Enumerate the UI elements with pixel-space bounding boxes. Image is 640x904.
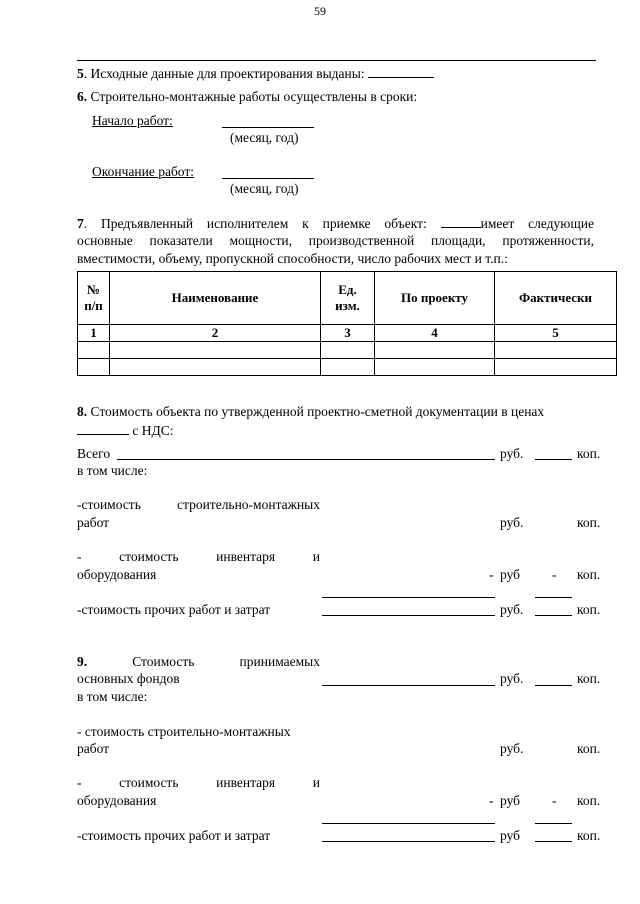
s9-other-kop-blank[interactable]	[535, 841, 572, 842]
unit-kop: коп.	[577, 515, 601, 530]
header-cell-unit: Ед. изм.	[321, 272, 375, 325]
section-6	[77, 89, 417, 105]
section-5-blank[interactable]	[368, 65, 434, 78]
header-cell-plan: По проекту	[375, 272, 495, 325]
unit-kop: коп.	[577, 671, 601, 686]
unit-rub: руб.	[500, 741, 524, 756]
start-date-blank[interactable]	[222, 127, 314, 128]
start-hint: (месяц, год)	[230, 130, 299, 145]
s9-inv-line2: оборудования	[77, 793, 157, 808]
inv-rub-blank[interactable]	[322, 597, 495, 598]
section-5	[77, 65, 434, 82]
s9-other-rub-blank[interactable]	[322, 841, 495, 842]
section-7-number: 7	[77, 216, 84, 231]
section-9-number: 9.	[77, 654, 88, 669]
unit-rub: руб.	[500, 671, 524, 686]
total-rub-blank[interactable]	[117, 459, 495, 460]
assets-rub-blank[interactable]	[322, 685, 495, 686]
page-number: 59	[314, 4, 326, 18]
unit-rub: руб	[500, 567, 521, 582]
other-label: -стоимость прочих работ и затрат	[77, 602, 271, 617]
unit-kop: коп.	[577, 793, 601, 808]
section-7-line3: вместимости, объему, пропускной способности, число рабочих мест и т.п.:	[77, 251, 508, 266]
other-kop-blank[interactable]	[535, 615, 572, 616]
s9-other-label: -стоимость прочих работ и затрат	[77, 828, 271, 843]
unit-rub: руб	[500, 828, 521, 843]
section-5-text: . Исходные данные для проектирования выданы:	[83, 66, 368, 81]
section-8-line1: 8. Стоимость объекта по утвержденной проектно-сметной документации в ценах	[77, 404, 545, 419]
section-8-number: 8.	[77, 404, 88, 419]
section-6-text: Строительно-монтажные работы осуществлены в сроки:	[87, 89, 418, 104]
table-row[interactable]	[78, 342, 617, 359]
inv-line2: оборудования	[77, 567, 157, 582]
inv-kop-blank[interactable]	[535, 597, 572, 598]
dash: -	[552, 567, 557, 582]
section-6-number: 6.	[77, 89, 88, 104]
end-label: Окончание работ:	[92, 164, 195, 179]
dash: -	[552, 793, 557, 808]
start-label: Начало работ:	[92, 113, 173, 128]
inv-line1: - стоимость инвентаря и	[77, 549, 320, 564]
dash: -	[489, 793, 494, 808]
assets-kop-blank[interactable]	[535, 685, 572, 686]
section-8-line2: с НДС:	[77, 422, 173, 439]
unit-kop: коп.	[577, 446, 601, 461]
unit-kop: коп.	[577, 828, 601, 843]
price-level-blank[interactable]	[77, 422, 129, 435]
unit-kop: коп.	[577, 741, 601, 756]
indicators-table	[77, 271, 617, 376]
unit-kop: коп.	[577, 567, 601, 582]
smr-line2: работ	[77, 515, 110, 530]
other-rub-blank[interactable]	[322, 615, 495, 616]
section-9-line2: основных фондов	[77, 671, 180, 686]
unit-kop: коп.	[577, 602, 601, 617]
dash: -	[489, 567, 494, 582]
s9-smr-line2: работ	[77, 741, 110, 756]
unit-rub: руб.	[500, 446, 524, 461]
end-date-blank[interactable]	[222, 178, 314, 179]
table-row[interactable]	[78, 359, 617, 376]
section-9-incl: в том числе:	[77, 689, 148, 704]
header-cell-name: Наименование	[110, 272, 321, 325]
s9-inv-line1: - стоимость инвентаря и	[77, 775, 320, 790]
s9-smr-line1: - стоимость строительно-монтажных	[77, 724, 291, 739]
s9-inv-rub-blank[interactable]	[322, 823, 495, 824]
section-7-line2: основные показатели мощности, производственной площади, протяженности,	[77, 233, 594, 248]
unit-rub: руб	[500, 793, 521, 808]
s9-inv-kop-blank[interactable]	[535, 823, 572, 824]
total-kop-blank[interactable]	[535, 459, 572, 460]
section-7-blank[interactable]	[441, 215, 481, 228]
header-cell-actual: Фактически	[495, 272, 617, 325]
section-5-number: 5	[77, 66, 84, 81]
incl-label: в том числе:	[77, 463, 148, 478]
table-header-row	[78, 272, 617, 325]
total-label: Всего	[77, 446, 111, 461]
section-9-line1: 9. Стоимость принимаемых	[77, 654, 320, 669]
table-number-row: 1 2 3 4 5	[78, 325, 617, 342]
section-7-line1: 7. Предъявленный исполнителем к приемке объект: имеет следующие	[77, 216, 594, 231]
end-hint: (месяц, год)	[230, 181, 299, 196]
smr-line1: -стоимость строительно-монтажных	[77, 497, 320, 512]
header-cell-num: № п/п	[78, 272, 110, 325]
unit-rub: руб.	[500, 602, 524, 617]
header-rule	[77, 60, 596, 61]
unit-rub: руб.	[500, 515, 524, 530]
